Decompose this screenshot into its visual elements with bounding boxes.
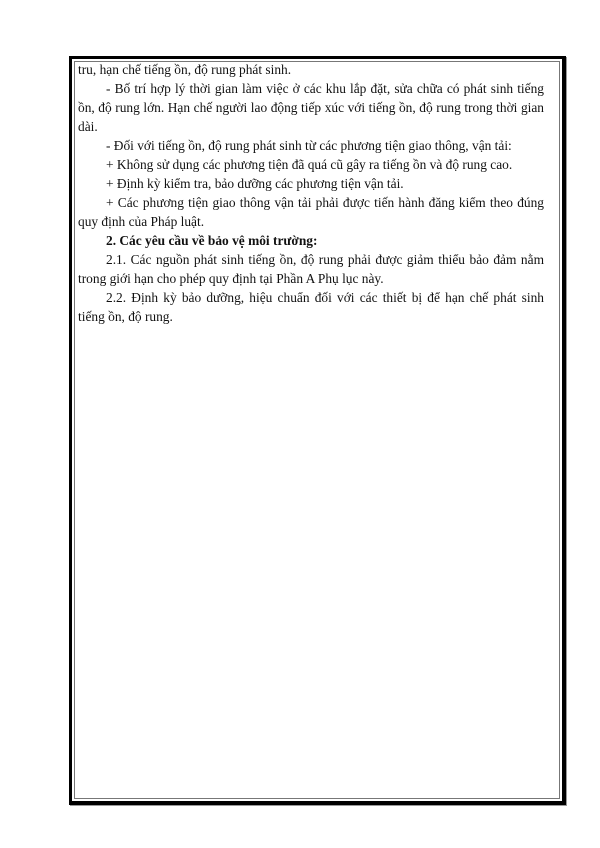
paragraph-work-schedule: - Bố trí hợp lý thời gian làm việc ở các khu lắp đặt, sửa chữa có phát sinh tiếng ồn, độ rung lớn. Hạn chế người lao động tiếp xúc với tiếng ồn, độ rung trong thời gian dài. [78,81,544,134]
paragraph-continuation: tru, hạn chế tiếng ồn, độ rung phát sinh. [78,62,292,77]
paragraph-2-1: 2.1. Các nguồn phát sinh tiếng ồn, độ rung phải được giảm thiểu bảo đảm nằm trong giới hạn cho phép quy định tại Phần A Phụ lục này. [78,252,544,286]
document-body [78,60,544,326]
paragraph-maintenance: + Định kỳ kiểm tra, bảo dưỡng các phương tiện vận tải. [106,176,404,191]
paragraph-old-vehicles: + Không sử dụng các phương tiện đã quá cũ gây ra tiếng ồn và độ rung cao. [106,157,513,172]
paragraph-registration: + Các phương tiện giao thông vận tải phải được tiến hành đăng kiểm theo đúng quy định của Pháp luật. [78,195,544,229]
paragraph-vehicles-intro: - Đối với tiếng ồn, độ rung phát sinh từ các phương tiện giao thông, vận tải: [106,138,512,153]
section-heading-requirements: 2. Các yêu cầu về bảo vệ môi trường: [106,233,318,248]
paragraph-2-2: 2.2. Định kỳ bảo dưỡng, hiệu chuẩn đối với các thiết bị để hạn chế phát sinh tiếng ồn, độ rung. [78,290,544,324]
